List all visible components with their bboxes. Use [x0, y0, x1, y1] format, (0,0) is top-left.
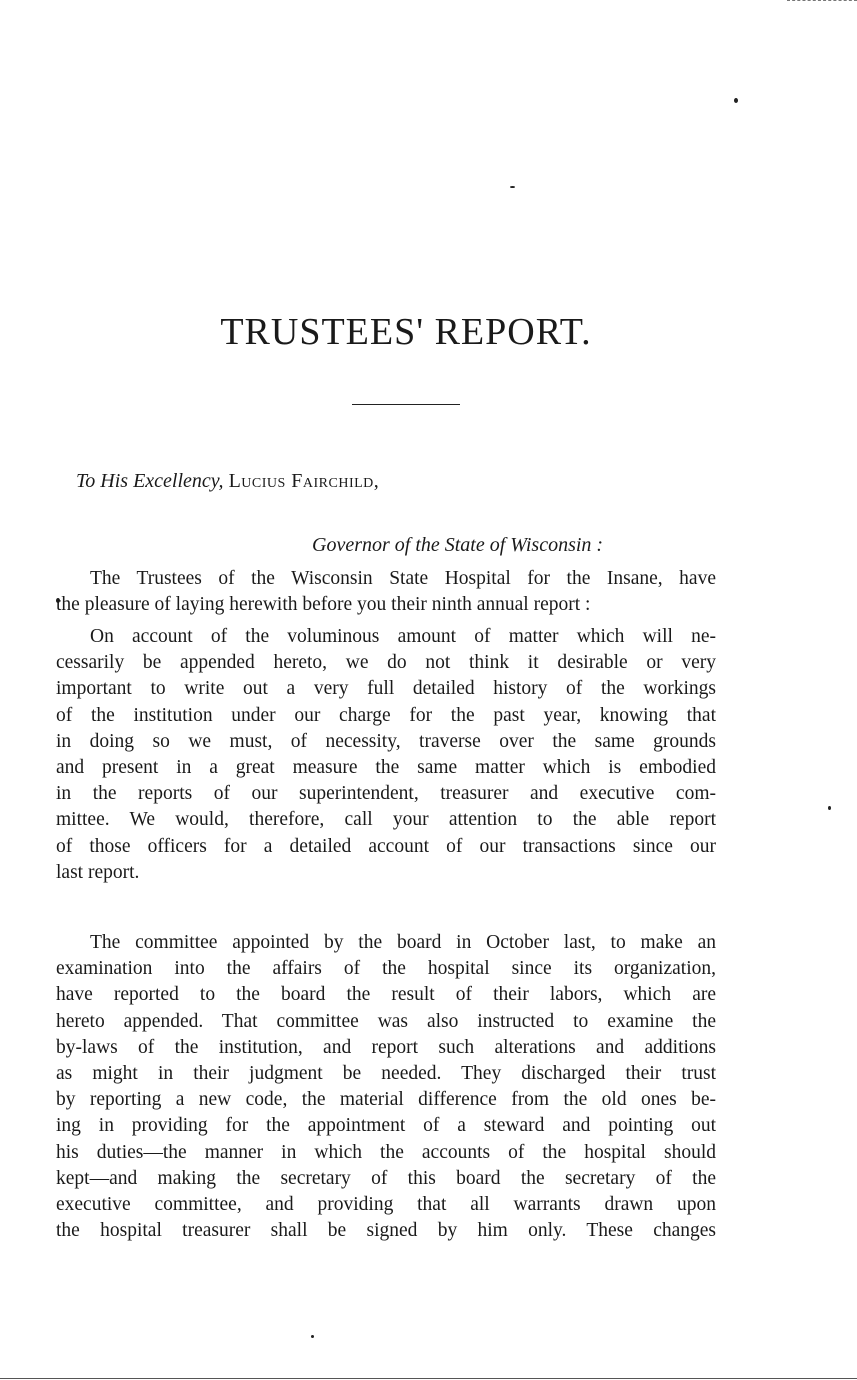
paragraph-3 [56, 930, 716, 1244]
text-line: by-laws of the institution, and report such alterations and additions [56, 1036, 716, 1058]
text-line: hereto appended. That committee was also instructed to examine the [56, 1010, 716, 1032]
scan-edge-mark [787, 0, 857, 7]
text-line: ing in providing for the appointment of a steward and pointing out [56, 1115, 716, 1137]
text-line: cessarily be appended hereto, we do not think it desirable or very [56, 652, 716, 674]
text-line: by reporting a new code, the material difference from the old ones be- [56, 1089, 716, 1111]
text-line: On account of the voluminous amount of matter which will ne- [90, 626, 716, 647]
ink-speck [734, 98, 738, 103]
ink-speck [510, 186, 515, 188]
title-divider [352, 404, 460, 405]
paragraph-1 [56, 566, 716, 618]
text-line: and present in a great measure the same matter which is embodied [56, 757, 716, 779]
text-line: the hospital treasurer shall be signed by him only. These changes [56, 1220, 716, 1242]
paragraph-2 [56, 624, 716, 886]
text-line: in the reports of our superintendent, treasurer and executive com- [56, 783, 716, 805]
ink-speck [828, 806, 831, 810]
text-line: of those officers for a detailed account of our transactions since our [56, 835, 716, 857]
text-line: as might in their judgment be needed. They discharged their trust [56, 1063, 716, 1085]
text-line: last report. [56, 861, 140, 883]
governor-line: Governor of the State of Wisconsin : [312, 534, 604, 556]
text-line: The Trustees of the Wisconsin State Hospital for the Insane, have [90, 568, 716, 589]
text-line: kept—and making the secretary of this board the secretary of the [56, 1167, 716, 1189]
text-line: mittee. We would, therefore, call your attention to the able report [56, 809, 716, 831]
salutation-to: To His Excellency, [76, 470, 224, 492]
text-line: important to write out a very full detailed history of the workings [56, 678, 716, 700]
text-line: have reported to the board the result of their labors, which are [56, 984, 716, 1006]
text-line: executive committee, and providing that all warrants drawn upon [56, 1194, 716, 1216]
text-line: of the institution under our charge for the past year, knowing that [56, 704, 716, 726]
salutation-name: Lucius Fairchild, [228, 470, 380, 492]
text-line: The committee appointed by the board in October last, to make an [90, 932, 716, 953]
text-line: in doing so we must, of necessity, traverse over the same grounds [56, 730, 716, 752]
salutation [76, 470, 379, 493]
text-line: the pleasure of laying herewith before you their ninth annual report : [56, 594, 591, 616]
text-line: his duties—the manner in which the accounts of the hospital should [56, 1141, 716, 1163]
ink-speck [311, 1335, 314, 1338]
page-title: TRUSTEES' REPORT. [220, 311, 592, 353]
text-line: examination into the affairs of the hospital since its organization, [56, 958, 716, 980]
scan-bottom-edge [0, 1378, 857, 1379]
